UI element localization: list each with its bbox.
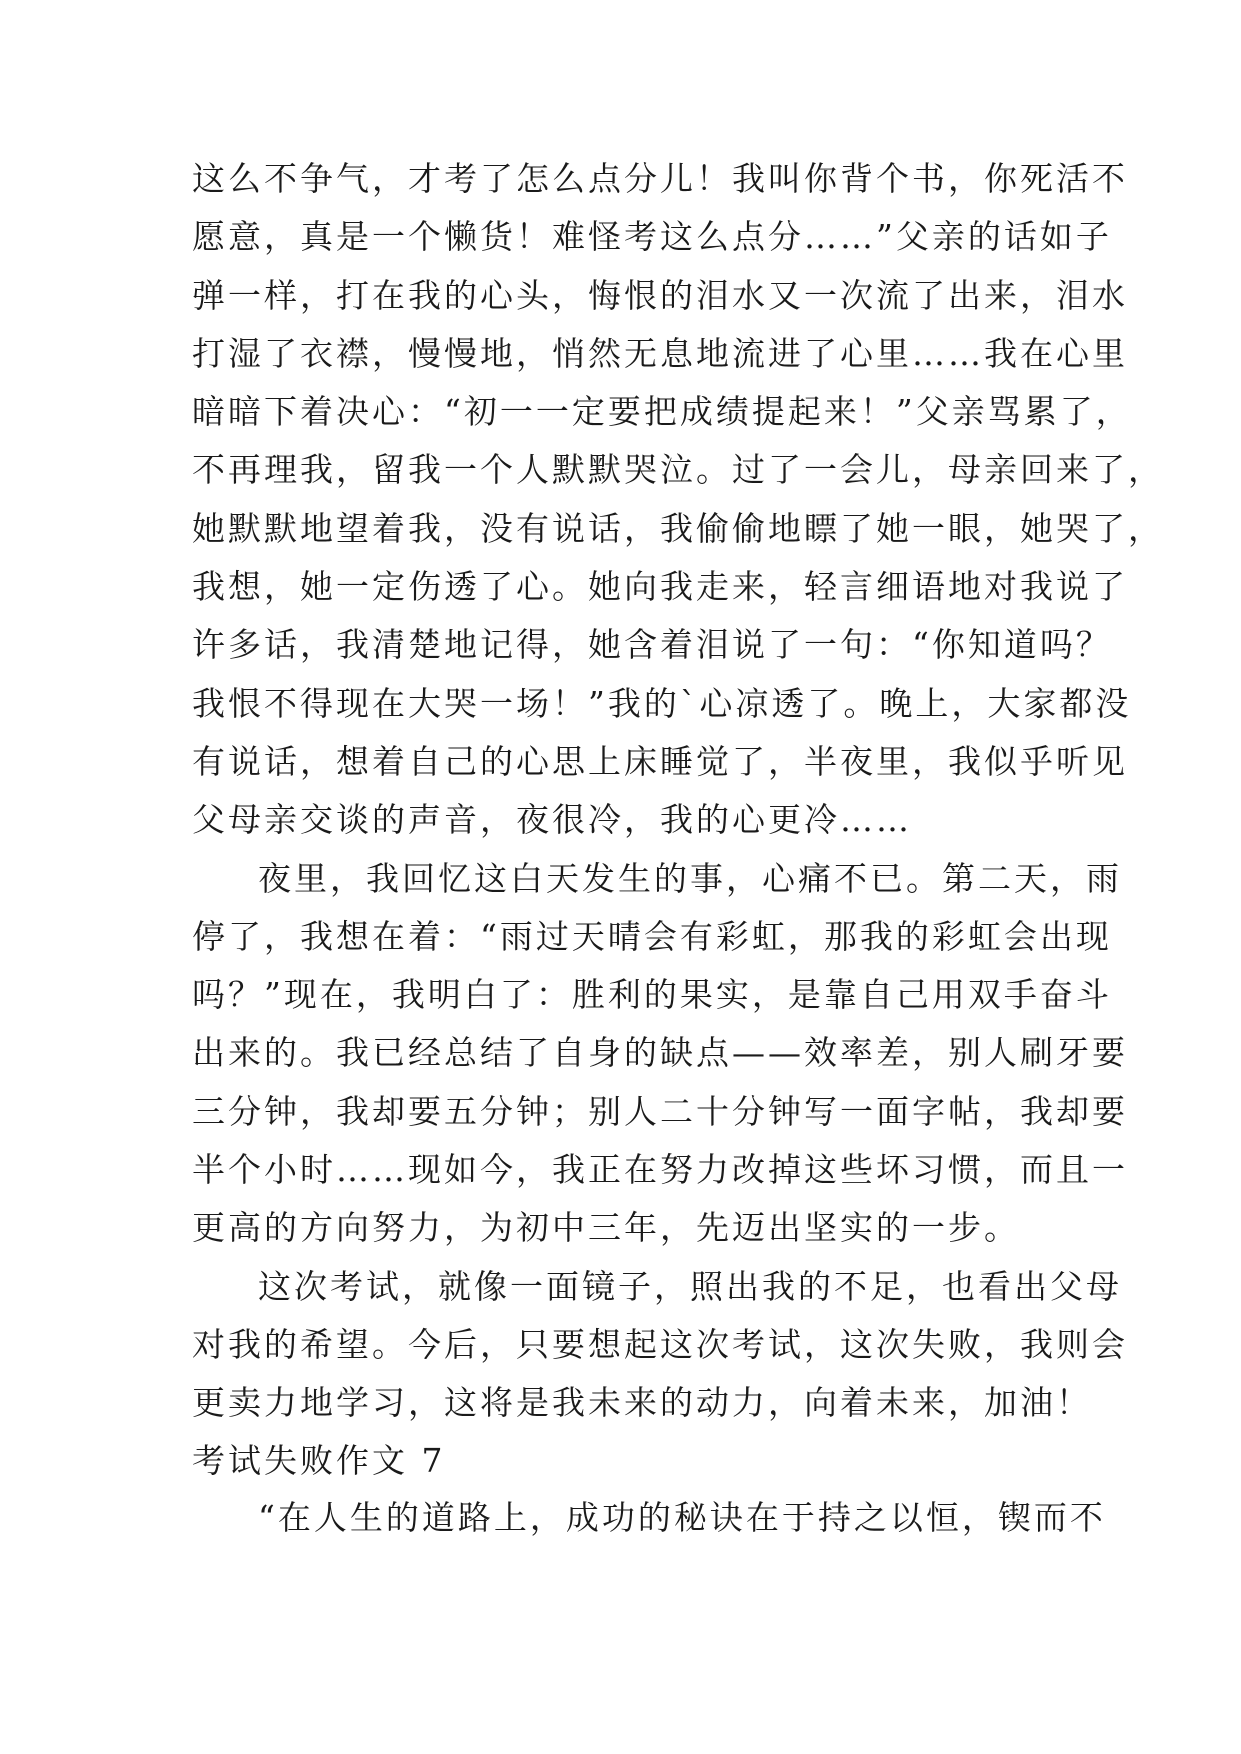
text-line: 更卖力地学习，这将是我未来的动力，向着未来，加油！ xyxy=(192,1383,1092,1423)
text-line: 吗？”现在，我明白了：胜利的果实，是靠自己用双手奋斗 xyxy=(192,975,1112,1015)
paragraph-next-essay xyxy=(192,1489,1106,1547)
text-line: 对我的希望。今后，只要想起这次考试，这次失败，我则会 xyxy=(192,1324,1128,1364)
text-line: 许多话，我清楚地记得，她含着泪说了一句：“你知道吗？ xyxy=(192,625,1112,665)
text-line: 这么不争气，才考了怎么点分儿！我叫你背个书，你死活不 xyxy=(192,159,1128,198)
text-line: 暗暗下着决心：“初一一定要把成绩提起来！”父亲骂累了， xyxy=(192,392,1132,432)
text-line: “在人生的道路上，成功的秘诀在于持之以恒，锲而不 xyxy=(258,1497,1106,1537)
section-heading: 考试失败作文 7 xyxy=(192,1440,446,1480)
text-line: 更高的方向努力，为初中三年，先迈出坚实的一步。 xyxy=(192,1208,1020,1248)
text-line: 打湿了衣襟，慢慢地，悄然无息地流进了心里……我在心里 xyxy=(192,333,1128,373)
text-line: 停了，我想在着：“雨过天晴会有彩虹，那我的彩虹会出现 xyxy=(192,916,1112,956)
text-line: 愿意，真是一个懒货！难怪考这么点分……”父亲的话如子 xyxy=(192,217,1112,257)
text-line: 我想，她一定伤透了心。她向我走来，轻言细语地对我说了 xyxy=(192,567,1128,607)
text-line: 弹一样，打在我的心头，悔恨的泪水又一次流了出来，泪水 xyxy=(192,275,1128,315)
paragraph-conclusion xyxy=(192,1258,1128,1433)
text-line: 半个小时……现如今，我正在努力改掉这些坏习惯，而且一 xyxy=(192,1150,1128,1190)
text-line: 三分钟，我却要五分钟；别人二十分钟写一面字帖，我却要 xyxy=(192,1091,1128,1131)
paragraph-night-reflection xyxy=(192,850,1128,1258)
text-line: 不再理我，留我一个人默默哭泣。过了一会儿，母亲回来了， xyxy=(192,450,1164,490)
text-line: 夜里，我回忆这白天发生的事，心痛不已。第二天，雨 xyxy=(258,858,1122,898)
text-line: 我恨不得现在大哭一场！”我的`心凉透了。晚上，大家都没 xyxy=(192,683,1132,723)
paragraph-continued xyxy=(192,150,1164,850)
text-line: 她默默地望着我，没有说话，我偷偷地瞟了她一眼，她哭了， xyxy=(192,508,1164,548)
document-body xyxy=(192,150,1164,1547)
text-line: 有说话，想着自己的心思上床睡觉了，半夜里，我似乎听见 xyxy=(192,741,1128,781)
text-line: 父母亲交谈的声音，夜很冷，我的心更冷…… xyxy=(192,800,912,840)
text-line: 出来的。我已经总结了自身的缺点——效率差，别人刷牙要 xyxy=(192,1033,1128,1073)
text-line: 这次考试，就像一面镜子，照出我的不足，也看出父母 xyxy=(258,1266,1122,1306)
